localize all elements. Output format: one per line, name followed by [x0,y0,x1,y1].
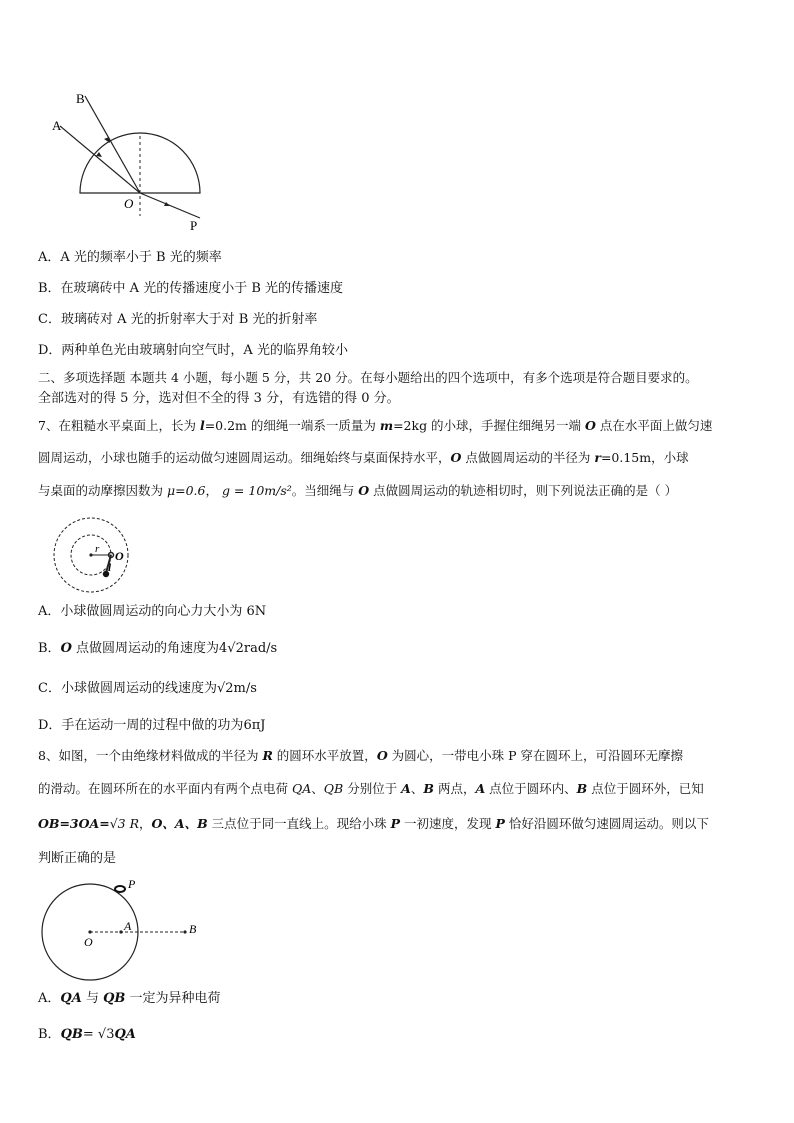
q7-option-d: D．手在运动一周的过程中做的功为6πJ [38,718,266,733]
q8-line-4: 判断正确的是 [38,851,117,866]
label-a: A [52,118,62,133]
q6-option-d: D．两种单色光由玻璃射向空气时，A 光的临界角较小 [38,343,348,358]
label-p: P [128,877,136,891]
label-o: O [84,935,93,949]
q7-line-1: 7、在粗糙水平桌面上，长为 l=0.2m 的细绳一端系一质量为 m=2kg 的小球，手握住细绳另一端 O 点在水平面上做匀速 [38,418,713,433]
label-r: r [95,543,100,555]
q7-line-2: 圆周运动，小球也随手的运动做匀速圆周运动。细绳始终与桌面保持水平，O 点做圆周运动的半径为 r=0.15m，小球 [38,450,689,465]
section2-instructions-2: 全部选对的得 5 分，选对但不全的得 3 分，有选错的得 0 分。 [38,391,400,406]
label-b: B [189,922,197,936]
q7-option-a: A．小球做圆周运动的向心力大小为 6N [38,604,267,619]
q7-option-c: C．小球做圆周运动的线速度为√2m/s [38,681,257,696]
q7-line-3: 与桌面的动摩擦因数为 μ=0.6， g = 10m/s²。当细绳与 O 点做圆周运动的轨迹相切时，则下列说法正确的是（ ） [38,483,678,498]
label-o: O [124,196,134,211]
mu-formula: μ=0.6 [166,483,206,498]
circular-motion-figure [46,516,136,598]
g-formula: g = 10m/s² [221,483,292,498]
section2-instructions-1: 二、多项选择题 本题共 4 小题，每小题 5 分，共 20 分。在每小题给出的四个选项中，有多个选项是符合题目要求的。 [38,370,698,385]
q8-option-a: A．QA 与 QB 一定为异种电荷 [38,991,221,1006]
q6-option-c: C．玻璃砖对 A 光的折射率大于对 B 光的折射率 [38,312,318,327]
label-l: l [108,562,112,574]
q8-line-1: 8、如图，一个由绝缘材料做成的半径为 R 的圆环水平放置，O 为圆心，一带电小珠 P 穿在圆环上，可沿圆环无摩擦 [38,748,684,763]
q6-option-a: A．A 光的频率小于 B 光的频率 [38,250,222,265]
label-o: O [115,549,124,563]
label-b: B [76,91,85,106]
q8-line-2: 的滑动。在圆环所在的水平面内有两个点电荷 QA、QB 分别位于 A、B 两点，A 点位于圆环内、B 点位于圆环外，已知 [38,781,704,796]
refraction-figure [48,88,218,233]
label-p: P [190,218,198,233]
ring-charges-figure [38,876,218,984]
q8-line-3: OB=3OA=√3 R，O、A、B 三点位于同一直线上。现给小珠 P 一初速度，发现 P 恰好沿圆环做匀速圆周运动。则以下 [38,816,709,831]
label-a: A [124,919,132,933]
q6-option-b: B．在玻璃砖中 A 光的传播速度小于 B 光的传播速度 [38,281,344,296]
q8-option-b: B．QB= √3QA [38,1027,136,1042]
q7-option-b: B．O 点做圆周运动的角速度为4√2rad/s [38,641,278,656]
